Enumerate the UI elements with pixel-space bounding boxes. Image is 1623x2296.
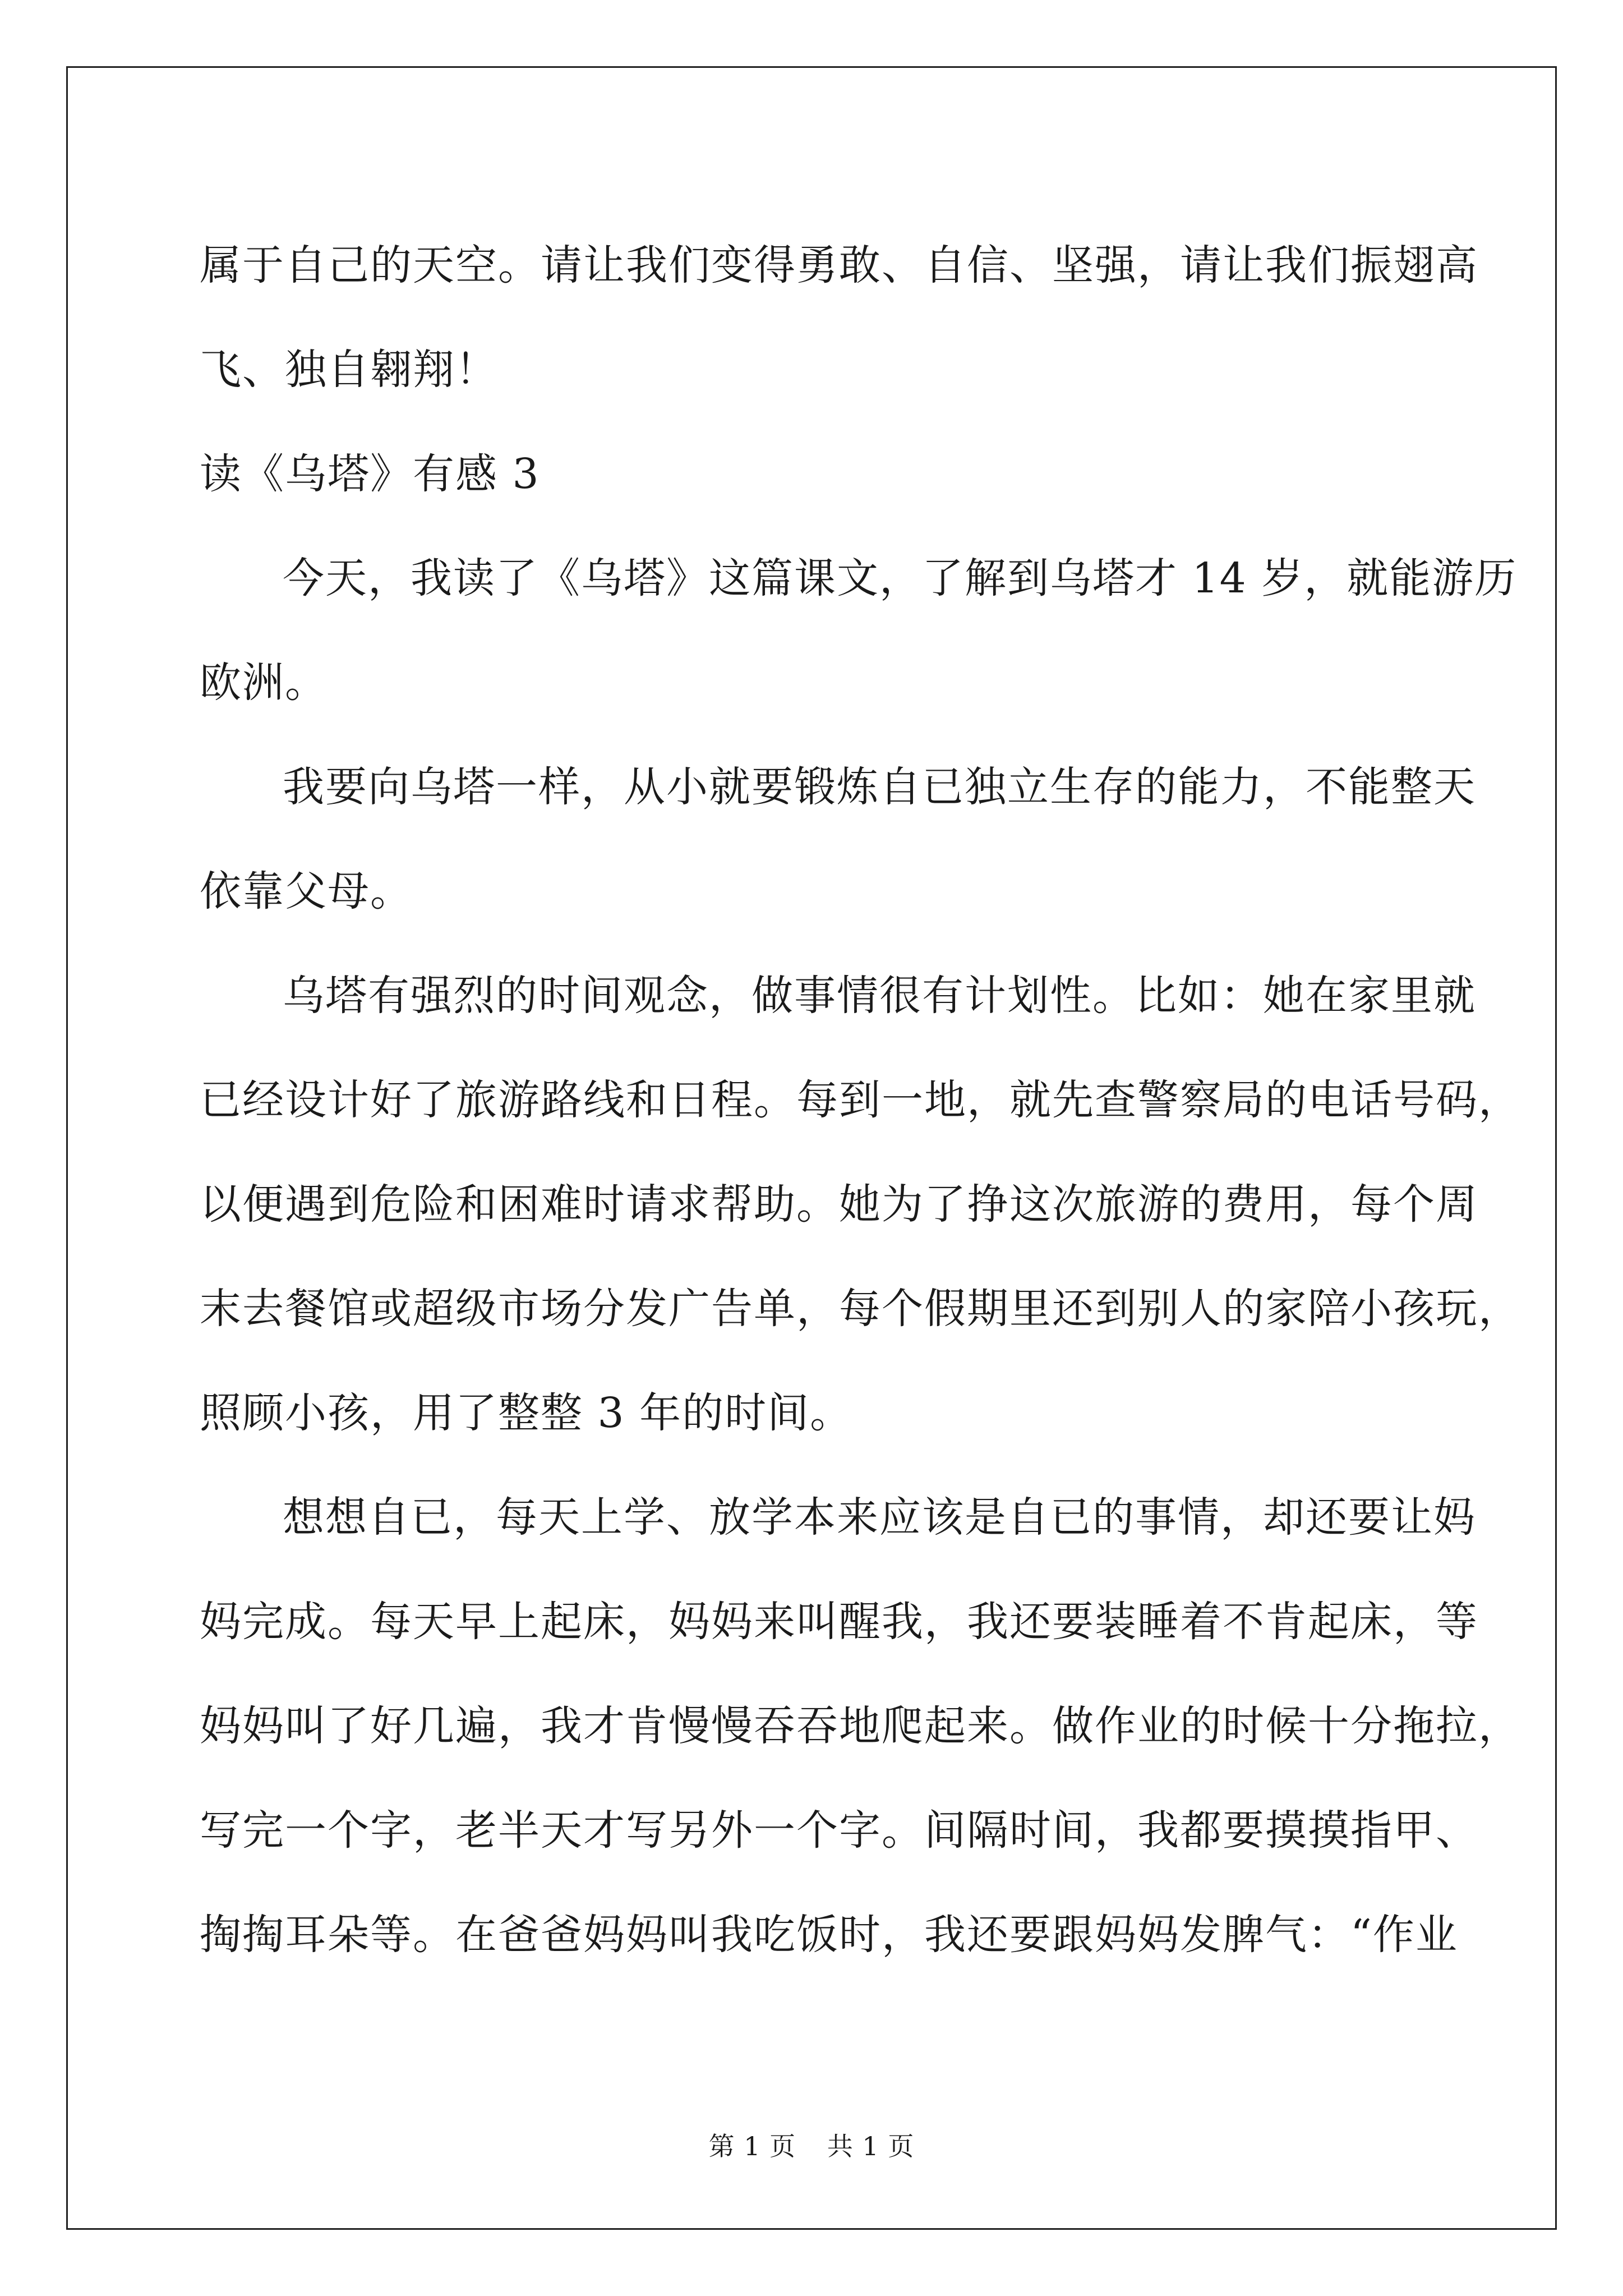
text-line: 今天，我读了《乌塔》这篇课文，了解到乌塔才 14 岁，就能游历 [283,554,1518,602]
text-line: 欧洲。 [200,659,328,707]
text-line: 末去餐馆或超级市场分发广告单，每个假期里还到别人的家陪小孩玩， [200,1285,1521,1333]
text-line: 乌塔有强烈的时间观念，做事情很有计划性。比如：她在家里就 [283,972,1476,1020]
page-total: 共 1 页 [827,2131,915,2161]
text-line: 属于自己的天空。请让我们变得勇敢、自信、坚强，请让我们振翅高 [200,241,1478,289]
text-line: 飞、独自翱翔！ [200,346,498,394]
text-line: 妈完成。每天早上起床，妈妈来叫醒我，我还要装睡着不肯起床，等 [200,1598,1478,1646]
text-line: 妈妈叫了好几遍，我才肯慢慢吞吞地爬起来。做作业的时候十分拖拉， [200,1702,1521,1750]
text-line: 掏掏耳朵等。在爸爸妈妈叫我吃饭时，我还要跟妈妈发脾气：“作业 [200,1911,1458,1959]
page-number: 第 1 页 [708,2131,796,2161]
page-footer [0,2126,1623,2163]
text-line: 写完一个字，老半天才写另外一个字。间隔时间，我都要摸摸指甲、 [200,1806,1478,1855]
text-line: 想想自已，每天上学、放学本来应该是自已的事情，却还要让妈 [283,1493,1476,1542]
text-line: 我要向乌塔一样，从小就要锻炼自已独立生存的能力，不能整天 [283,763,1476,811]
text-line: 已经设计好了旅游路线和日程。每到一地，就先查警察局的电话号码， [200,1076,1521,1124]
text-line: 照顾小孩，用了整整 3 年的时间。 [200,1389,853,1437]
text-line: 以便遇到危险和困难时请求帮助。她为了挣这次旅游的费用，每个周 [200,1180,1478,1228]
section-heading: 读《乌塔》有感 3 [200,450,540,498]
document-body [200,213,1521,1987]
text-line: 依靠父母。 [200,867,413,915]
